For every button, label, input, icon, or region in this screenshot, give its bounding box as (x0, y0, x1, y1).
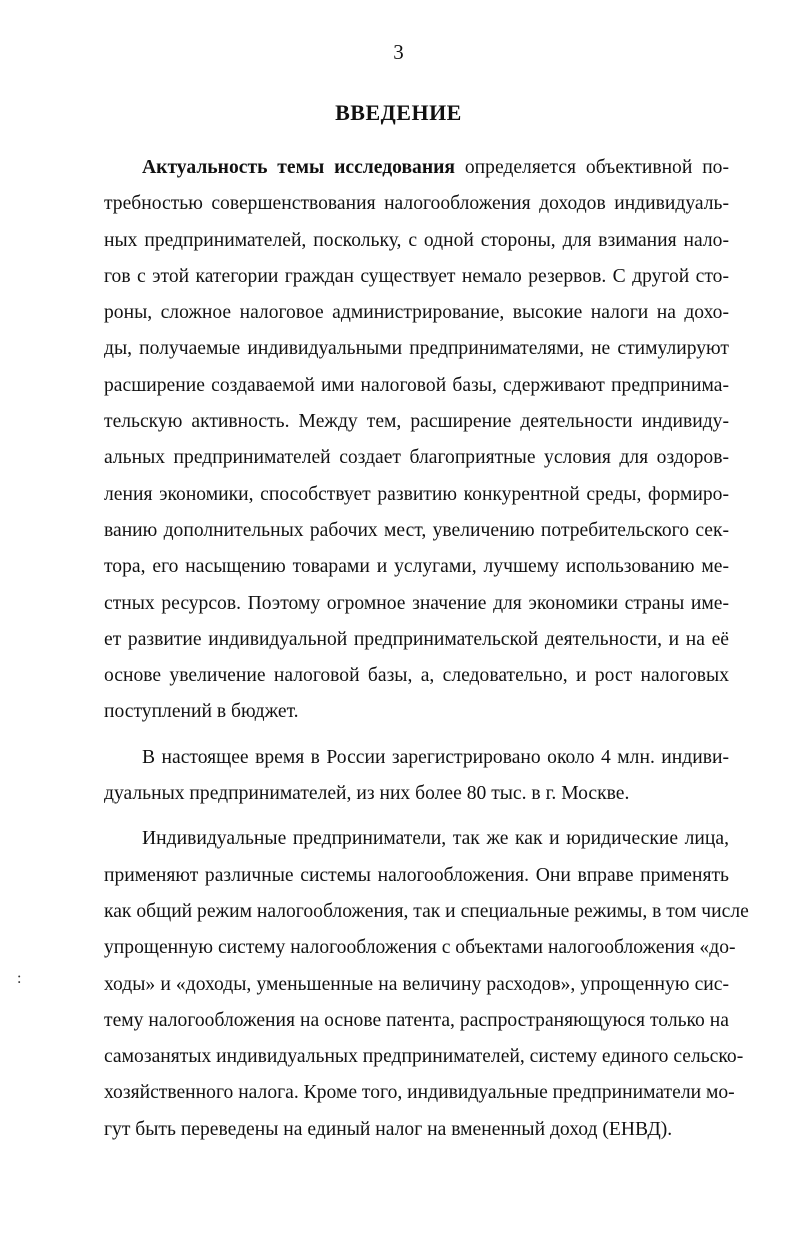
section-heading: ВВЕДЕНИЕ (335, 100, 462, 125)
paragraph-line: как общий режим налогообложения, так и специальные режимы, в том числе (104, 900, 749, 922)
margin-mark: : (17, 970, 22, 987)
paragraph-line: упрощенную систему налогообложения с объектами налогообложения «до- (104, 937, 736, 959)
paragraph-line: самозанятых индивидуальных предпринимателей, систему единого сельско- (104, 1046, 744, 1068)
paragraph-statistics (104, 740, 729, 813)
paragraph-line: альных предпринимателей создает благоприятные условия для оздоров- (104, 447, 729, 469)
paragraph-line: ды, получаемые индивидуальными предпринимателями, не стимулируют (104, 338, 729, 360)
paragraph-line: требностью совершенствования налогообложения доходов индивидуаль- (104, 193, 729, 215)
paragraph-line: гут быть переведены на единый налог на вмененный доход (ЕНВД). (104, 1118, 673, 1140)
paragraph-line: роны, сложное налоговое администрирование, высокие налоги на дохо- (104, 302, 729, 324)
bold-lead: Актуальность темы исследования (142, 157, 456, 178)
paragraph-tax-systems (104, 821, 749, 1148)
paragraph-line: основе увеличение налоговой базы, а, следовательно, и рост налоговых (104, 665, 729, 687)
paragraph-line: ванию дополнительных рабочих мест, увеличению потребительского сек- (104, 519, 729, 541)
paragraph-line: В настоящее время в России зарегистрировано около 4 млн. индиви- (142, 746, 729, 768)
paragraph-line: тора, его насыщению товарами и услугами, лучшему использованию ме- (104, 556, 729, 578)
paragraph-line: дуальных предпринимателей, из них более 80 тыс. в г. Москве. (104, 783, 630, 805)
paragraph-line: тельскую активность. Между тем, расширение деятельности индивиду- (104, 411, 729, 433)
paragraph-line: Индивидуальные предприниматели, так же как и юридические лица, (142, 828, 729, 850)
page-number: 3 (393, 40, 404, 64)
paragraph-line: гов с этой категории граждан существует немало резервов. С другой сто- (104, 265, 729, 287)
paragraph-line: ет развитие индивидуальной предпринимательской деятельности, и на её (104, 628, 729, 650)
paragraph-line: стных ресурсов. Поэтому огромное значение для экономики страны име- (104, 592, 729, 614)
paragraph-line: поступлений в бюджет. (104, 701, 299, 723)
paragraph-line: хозяйственного налога. Кроме того, индивидуальные предприниматели мо- (104, 1082, 735, 1104)
paragraph-line: тему налогообложения на основе патента, распространяющуюся только на (104, 1009, 729, 1031)
paragraph-line: ходы» и «доходы, уменьшенные на величину расходов», упрощенную сис- (104, 973, 729, 995)
paragraph-line: Актуальность темы исследования определяется объективной по- (142, 157, 730, 178)
paragraph-line: применяют различные системы налогообложения. Они вправе применять (104, 864, 729, 886)
document-body (104, 150, 749, 1148)
paragraph-line: ления экономики, способствует развитию конкурентной среды, формиро- (104, 483, 729, 505)
paragraph-relevance (104, 150, 729, 731)
paragraph-line: ных предпринимателей, поскольку, с одной стороны, для взимания нало- (104, 229, 729, 251)
paragraph-line: расширение создаваемой ими налоговой базы, сдерживают предпринима- (104, 374, 729, 396)
